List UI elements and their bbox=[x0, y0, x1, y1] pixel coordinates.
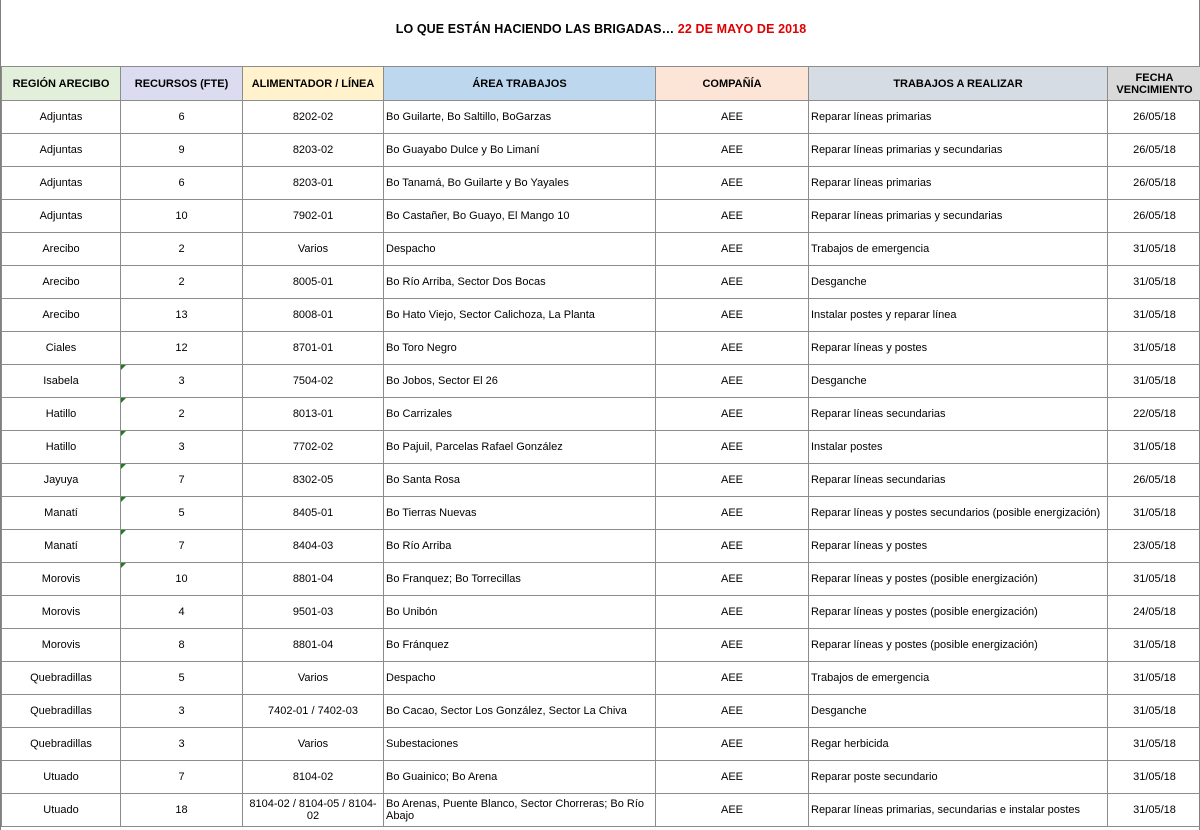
cell-region[interactable]: Manatí bbox=[2, 530, 121, 563]
table-row bbox=[2, 761, 1200, 794]
cell-fecha[interactable]: 31/05/18 bbox=[1108, 761, 1200, 794]
cell-fecha[interactable]: 31/05/18 bbox=[1108, 233, 1200, 266]
cell-trabajos[interactable]: Desganche bbox=[809, 695, 1108, 728]
cell-area[interactable]: Despacho bbox=[384, 662, 656, 695]
cell-fecha[interactable]: 23/05/18 bbox=[1108, 530, 1200, 563]
cell-alimentador[interactable]: 8008-01 bbox=[243, 299, 384, 332]
cell-recursos[interactable]: 6 bbox=[121, 167, 243, 200]
cell-alimentador[interactable]: 8104-02 bbox=[243, 761, 384, 794]
cell-fecha[interactable]: 31/05/18 bbox=[1108, 629, 1200, 662]
table-row bbox=[2, 563, 1200, 596]
cell-area[interactable]: Bo Río Arriba bbox=[384, 530, 656, 563]
cell-recursos[interactable]: 3 bbox=[121, 695, 243, 728]
table-body bbox=[2, 101, 1200, 827]
cell-trabajos[interactable]: Reparar líneas y postes bbox=[809, 332, 1108, 365]
cell-trabajos[interactable]: Reparar poste secundario bbox=[809, 761, 1108, 794]
cell-region[interactable]: Manatí bbox=[2, 497, 121, 530]
cell-fecha[interactable]: 31/05/18 bbox=[1108, 332, 1200, 365]
cell-area[interactable]: Bo Arenas, Puente Blanco, Sector Chorreras; Bo Río Abajo bbox=[384, 794, 656, 827]
cell-compania[interactable]: AEE bbox=[656, 431, 809, 464]
cell-area[interactable]: Bo Cacao, Sector Los González, Sector La Chiva bbox=[384, 695, 656, 728]
cell-area[interactable]: Bo Guainico; Bo Arena bbox=[384, 761, 656, 794]
cell-fecha[interactable]: 26/05/18 bbox=[1108, 464, 1200, 497]
cell-compania[interactable]: AEE bbox=[656, 398, 809, 431]
cell-trabajos[interactable]: Reparar líneas secundarias bbox=[809, 464, 1108, 497]
cell-recursos[interactable]: 3 bbox=[121, 728, 243, 761]
cell-area[interactable]: Bo Unibón bbox=[384, 596, 656, 629]
cell-recursos[interactable]: 3 bbox=[121, 431, 243, 464]
cell-fecha[interactable]: 31/05/18 bbox=[1108, 563, 1200, 596]
cell-area[interactable]: Bo Santa Rosa bbox=[384, 464, 656, 497]
cell-area[interactable]: Bo Guilarte, Bo Saltillo, BoGarzas bbox=[384, 101, 656, 134]
cell-area[interactable]: Bo Río Arriba, Sector Dos Bocas bbox=[384, 266, 656, 299]
cell-compania[interactable]: AEE bbox=[656, 497, 809, 530]
cell-compania[interactable]: AEE bbox=[656, 101, 809, 134]
header-area[interactable]: ÁREA TRABAJOS bbox=[384, 67, 656, 101]
cell-area[interactable]: Despacho bbox=[384, 233, 656, 266]
cell-recursos[interactable]: 5 bbox=[121, 497, 243, 530]
cell-alimentador[interactable]: 7902-01 bbox=[243, 200, 384, 233]
cell-region[interactable]: Quebradillas bbox=[2, 728, 121, 761]
cell-alimentador[interactable]: 8203-01 bbox=[243, 167, 384, 200]
cell-trabajos[interactable]: Reparar líneas primarias, secundarias e instalar postes bbox=[809, 794, 1108, 827]
cell-area[interactable]: Bo Tierras Nuevas bbox=[384, 497, 656, 530]
cell-recursos[interactable]: 7 bbox=[121, 761, 243, 794]
cell-area[interactable]: Bo Tanamá, Bo Guilarte y Bo Yayales bbox=[384, 167, 656, 200]
header-fecha[interactable]: FECHA VENCIMIENTO bbox=[1108, 67, 1200, 101]
cell-region[interactable]: Isabela bbox=[2, 365, 121, 398]
cell-compania[interactable]: AEE bbox=[656, 794, 809, 827]
cell-region[interactable]: Adjuntas bbox=[2, 134, 121, 167]
cell-alimentador[interactable]: 8701-01 bbox=[243, 332, 384, 365]
cell-trabajos[interactable]: Reparar líneas primarias bbox=[809, 167, 1108, 200]
cell-trabajos[interactable]: Reparar líneas primarias y secundarias bbox=[809, 200, 1108, 233]
cell-trabajos[interactable]: Trabajos de emergencia bbox=[809, 662, 1108, 695]
cell-compania[interactable]: AEE bbox=[656, 530, 809, 563]
table-row bbox=[2, 299, 1200, 332]
cell-recursos[interactable]: 7 bbox=[121, 530, 243, 563]
cell-trabajos[interactable]: Reparar líneas y postes (posible energización) bbox=[809, 596, 1108, 629]
cell-region[interactable]: Hatillo bbox=[2, 398, 121, 431]
cell-recursos[interactable]: 2 bbox=[121, 398, 243, 431]
cell-region[interactable]: Utuado bbox=[2, 761, 121, 794]
cell-region[interactable]: Adjuntas bbox=[2, 101, 121, 134]
page-title bbox=[1, 22, 1200, 36]
table-row bbox=[2, 365, 1200, 398]
title-text: LO QUE ESTÁN HACIENDO LAS BRIGADAS… bbox=[395, 22, 675, 36]
cell-trabajos[interactable]: Instalar postes y reparar línea bbox=[809, 299, 1108, 332]
cell-fecha[interactable]: 24/05/18 bbox=[1108, 596, 1200, 629]
cell-compania[interactable]: AEE bbox=[656, 563, 809, 596]
cell-compania[interactable]: AEE bbox=[656, 266, 809, 299]
cell-alimentador[interactable]: 8005-01 bbox=[243, 266, 384, 299]
cell-recursos[interactable]: 4 bbox=[121, 596, 243, 629]
cell-trabajos[interactable]: Regar herbicida bbox=[809, 728, 1108, 761]
cell-region[interactable]: Ciales bbox=[2, 332, 121, 365]
cell-fecha[interactable]: 26/05/18 bbox=[1108, 134, 1200, 167]
cell-recursos[interactable]: 8 bbox=[121, 629, 243, 662]
cell-recursos[interactable]: 2 bbox=[121, 233, 243, 266]
cell-alimentador[interactable]: 7504-02 bbox=[243, 365, 384, 398]
cell-alimentador[interactable]: 8013-01 bbox=[243, 398, 384, 431]
cell-trabajos[interactable]: Reparar líneas y postes (posible energización) bbox=[809, 629, 1108, 662]
table-row bbox=[2, 497, 1200, 530]
cell-region[interactable]: Morovis bbox=[2, 596, 121, 629]
cell-area[interactable]: Bo Jobos, Sector El 26 bbox=[384, 365, 656, 398]
cell-recursos[interactable]: 10 bbox=[121, 563, 243, 596]
cell-fecha[interactable]: 31/05/18 bbox=[1108, 431, 1200, 464]
cell-area[interactable]: Bo Pajuil, Parcelas Rafael González bbox=[384, 431, 656, 464]
cell-trabajos[interactable]: Reparar líneas y postes (posible energización) bbox=[809, 563, 1108, 596]
cell-region[interactable]: Adjuntas bbox=[2, 167, 121, 200]
cell-fecha[interactable]: 31/05/18 bbox=[1108, 728, 1200, 761]
table-row bbox=[2, 464, 1200, 497]
header-region[interactable]: REGIÓN ARECIBO bbox=[2, 67, 121, 101]
cell-fecha[interactable]: 26/05/18 bbox=[1108, 167, 1200, 200]
cell-recursos[interactable]: 3 bbox=[121, 365, 243, 398]
cell-region[interactable]: Quebradillas bbox=[2, 662, 121, 695]
cell-recursos[interactable]: 9 bbox=[121, 134, 243, 167]
header-recursos[interactable]: RECURSOS (FTE) bbox=[121, 67, 243, 101]
cell-fecha[interactable]: 26/05/18 bbox=[1108, 101, 1200, 134]
cell-compania[interactable]: AEE bbox=[656, 464, 809, 497]
cell-region[interactable]: Adjuntas bbox=[2, 200, 121, 233]
cell-fecha[interactable]: 31/05/18 bbox=[1108, 365, 1200, 398]
cell-alimentador[interactable]: 8202-02 bbox=[243, 101, 384, 134]
cell-compania[interactable]: AEE bbox=[656, 167, 809, 200]
table-row bbox=[2, 530, 1200, 563]
cell-alimentador[interactable]: 8203-02 bbox=[243, 134, 384, 167]
cell-area[interactable]: Bo Hato Viejo, Sector Calichoza, La Planta bbox=[384, 299, 656, 332]
cell-alimentador[interactable]: Varios bbox=[243, 233, 384, 266]
cell-fecha[interactable]: 31/05/18 bbox=[1108, 794, 1200, 827]
cell-region[interactable]: Utuado bbox=[2, 794, 121, 827]
cell-region[interactable]: Arecibo bbox=[2, 299, 121, 332]
cell-area[interactable]: Bo Guayabo Dulce y Bo Limaní bbox=[384, 134, 656, 167]
cell-region[interactable]: Morovis bbox=[2, 563, 121, 596]
table-row bbox=[2, 431, 1200, 464]
cell-area[interactable]: Subestaciones bbox=[384, 728, 656, 761]
title-date: 22 DE MAYO DE 2018 bbox=[677, 22, 807, 36]
cell-region[interactable]: Arecibo bbox=[2, 266, 121, 299]
table-row bbox=[2, 266, 1200, 299]
cell-alimentador[interactable]: 8302-05 bbox=[243, 464, 384, 497]
cell-compania[interactable]: AEE bbox=[656, 695, 809, 728]
cell-compania[interactable]: AEE bbox=[656, 662, 809, 695]
cell-compania[interactable]: AEE bbox=[656, 596, 809, 629]
cell-trabajos[interactable]: Reparar líneas y postes bbox=[809, 530, 1108, 563]
table-row bbox=[2, 728, 1200, 761]
cell-alimentador[interactable]: Varios bbox=[243, 662, 384, 695]
cell-trabajos[interactable]: Desganche bbox=[809, 365, 1108, 398]
cell-recursos[interactable]: 2 bbox=[121, 266, 243, 299]
cell-compania[interactable]: AEE bbox=[656, 200, 809, 233]
cell-fecha[interactable]: 22/05/18 bbox=[1108, 398, 1200, 431]
cell-region[interactable]: Hatillo bbox=[2, 431, 121, 464]
cell-trabajos[interactable]: Reparar líneas secundarias bbox=[809, 398, 1108, 431]
cell-alimentador[interactable]: 8801-04 bbox=[243, 563, 384, 596]
cell-alimentador[interactable]: 8405-01 bbox=[243, 497, 384, 530]
cell-alimentador[interactable]: 8104-02 / 8104-05 / 8104-02 bbox=[243, 794, 384, 827]
table-row bbox=[2, 662, 1200, 695]
cell-trabajos[interactable]: Reparar líneas primarias y secundarias bbox=[809, 134, 1108, 167]
cell-compania[interactable]: AEE bbox=[656, 332, 809, 365]
cell-region[interactable]: Quebradillas bbox=[2, 695, 121, 728]
table-row bbox=[2, 134, 1200, 167]
cell-region[interactable]: Arecibo bbox=[2, 233, 121, 266]
cell-recursos[interactable]: 18 bbox=[121, 794, 243, 827]
header-compania[interactable]: COMPAÑÍA bbox=[656, 67, 809, 101]
cell-area[interactable]: Bo Castañer, Bo Guayo, El Mango 10 bbox=[384, 200, 656, 233]
cell-alimentador[interactable]: 9501-03 bbox=[243, 596, 384, 629]
cell-trabajos[interactable]: Reparar líneas primarias bbox=[809, 101, 1108, 134]
cell-fecha[interactable]: 31/05/18 bbox=[1108, 299, 1200, 332]
cell-compania[interactable]: AEE bbox=[656, 728, 809, 761]
cell-compania[interactable]: AEE bbox=[656, 134, 809, 167]
cell-recursos[interactable]: 6 bbox=[121, 101, 243, 134]
table-row bbox=[2, 596, 1200, 629]
cell-fecha[interactable]: 31/05/18 bbox=[1108, 497, 1200, 530]
cell-fecha[interactable]: 31/05/18 bbox=[1108, 266, 1200, 299]
table-row bbox=[2, 629, 1200, 662]
cell-fecha[interactable]: 31/05/18 bbox=[1108, 695, 1200, 728]
cell-region[interactable]: Jayuya bbox=[2, 464, 121, 497]
table-row bbox=[2, 398, 1200, 431]
cell-area[interactable]: Bo Toro Negro bbox=[384, 332, 656, 365]
header-trabajos[interactable]: TRABAJOS A REALIZAR bbox=[809, 67, 1108, 101]
cell-compania[interactable]: AEE bbox=[656, 761, 809, 794]
cell-recursos[interactable]: 10 bbox=[121, 200, 243, 233]
cell-area[interactable]: Bo Carrizales bbox=[384, 398, 656, 431]
cell-alimentador[interactable]: 8404-03 bbox=[243, 530, 384, 563]
cell-alimentador[interactable]: 7702-02 bbox=[243, 431, 384, 464]
cell-compania[interactable]: AEE bbox=[656, 365, 809, 398]
cell-recursos[interactable]: 12 bbox=[121, 332, 243, 365]
cell-fecha[interactable]: 26/05/18 bbox=[1108, 200, 1200, 233]
cell-compania[interactable]: AEE bbox=[656, 233, 809, 266]
header-alimentador[interactable]: ALIMENTADOR / LÍNEA bbox=[243, 67, 384, 101]
cell-trabajos[interactable]: Reparar líneas y postes secundarios (posible energización) bbox=[809, 497, 1108, 530]
cell-area[interactable]: Bo Franquez; Bo Torrecillas bbox=[384, 563, 656, 596]
table-row bbox=[2, 167, 1200, 200]
cell-alimentador[interactable]: Varios bbox=[243, 728, 384, 761]
header-row bbox=[2, 67, 1200, 101]
cell-region[interactable]: Morovis bbox=[2, 629, 121, 662]
brigades-table bbox=[1, 66, 1200, 827]
cell-area[interactable]: Bo Fránquez bbox=[384, 629, 656, 662]
table-row bbox=[2, 200, 1200, 233]
table-row bbox=[2, 233, 1200, 266]
cell-compania[interactable]: AEE bbox=[656, 629, 809, 662]
table-row bbox=[2, 794, 1200, 827]
cell-recursos[interactable]: 13 bbox=[121, 299, 243, 332]
cell-trabajos[interactable]: Desganche bbox=[809, 266, 1108, 299]
cell-alimentador[interactable]: 8801-04 bbox=[243, 629, 384, 662]
cell-alimentador[interactable]: 7402-01 / 7402-03 bbox=[243, 695, 384, 728]
table-row bbox=[2, 695, 1200, 728]
table-row bbox=[2, 332, 1200, 365]
cell-fecha[interactable]: 31/05/18 bbox=[1108, 662, 1200, 695]
cell-trabajos[interactable]: Instalar postes bbox=[809, 431, 1108, 464]
table-row bbox=[2, 101, 1200, 134]
cell-trabajos[interactable]: Trabajos de emergencia bbox=[809, 233, 1108, 266]
cell-recursos[interactable]: 7 bbox=[121, 464, 243, 497]
cell-compania[interactable]: AEE bbox=[656, 299, 809, 332]
cell-recursos[interactable]: 5 bbox=[121, 662, 243, 695]
